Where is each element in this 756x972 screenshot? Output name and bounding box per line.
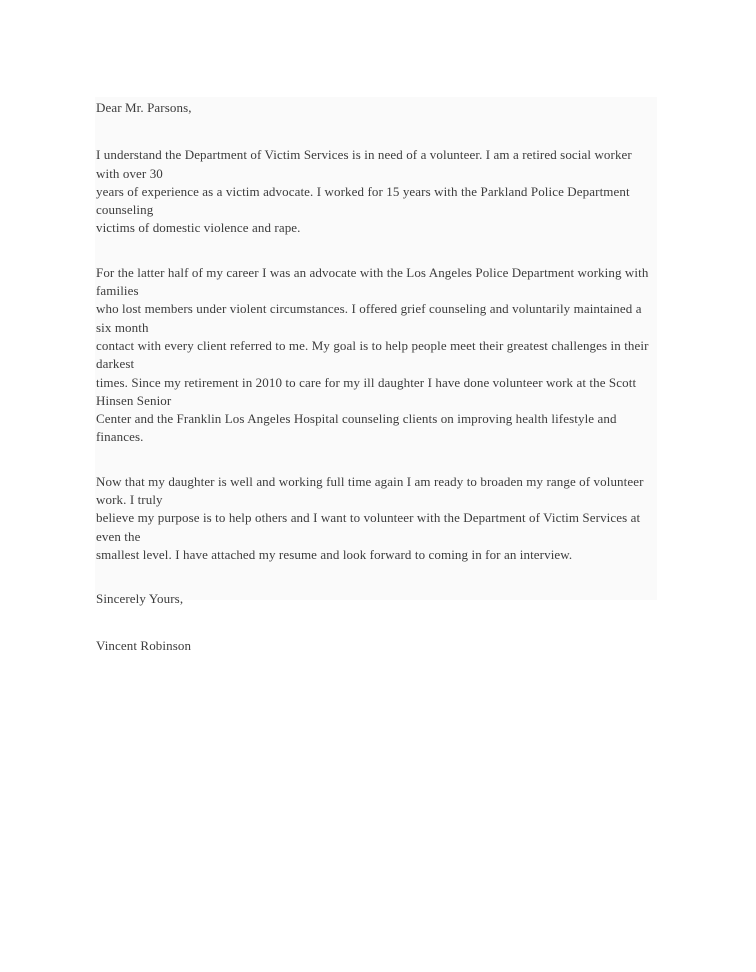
letter-paragraph [96,146,657,237]
letter-line: smallest level. I have attached my resume and look forward to coming in for an interview. [96,546,573,562]
letter-document [95,97,657,653]
letter-line: Now that my daughter is well and working full time again I am ready to broaden my range of volunteer work. I truly [96,473,647,508]
letter-line: Center and the Franklin Los Angeles Hospital counseling clients on improving health lifestyle and finances. [96,411,620,445]
letter-paragraph [96,473,657,564]
letter-line: times. Since my retirement in 2010 to care for my ill daughter I have done volunteer work at the Scott Hinsen Senior [96,374,653,408]
letter-line: I understand the Department of Victim Services is in need of a volunteer. I am a retired social worker with over 30 [96,147,636,181]
letter-line: who lost members under violent circumstances. I offered grief counseling and voluntarily maintained a six month [96,301,645,335]
letter-line: years of experience as a victim advocate. I worked for 15 years with the Parkland Police Department counseling [96,183,634,218]
letter-line: believe my purpose is to help others and I want to volunteer with the Department of Victim Services at even the [96,510,644,544]
letter-line: For the latter half of my career I was an advocate with the Los Angeles Police Department working with families [96,264,652,299]
letter-signature: Vincent Robinson [96,637,192,653]
letter-line: victims of domestic violence and rape. [96,220,301,236]
letter-paragraph [96,264,657,447]
letter-closing: Sincerely Yours, [96,591,184,607]
letter-line: contact with every client referred to me. My goal is to help people meet their greatest challenges in their darkest [96,337,652,372]
letter-salutation: Dear Mr. Parsons, [96,100,192,115]
